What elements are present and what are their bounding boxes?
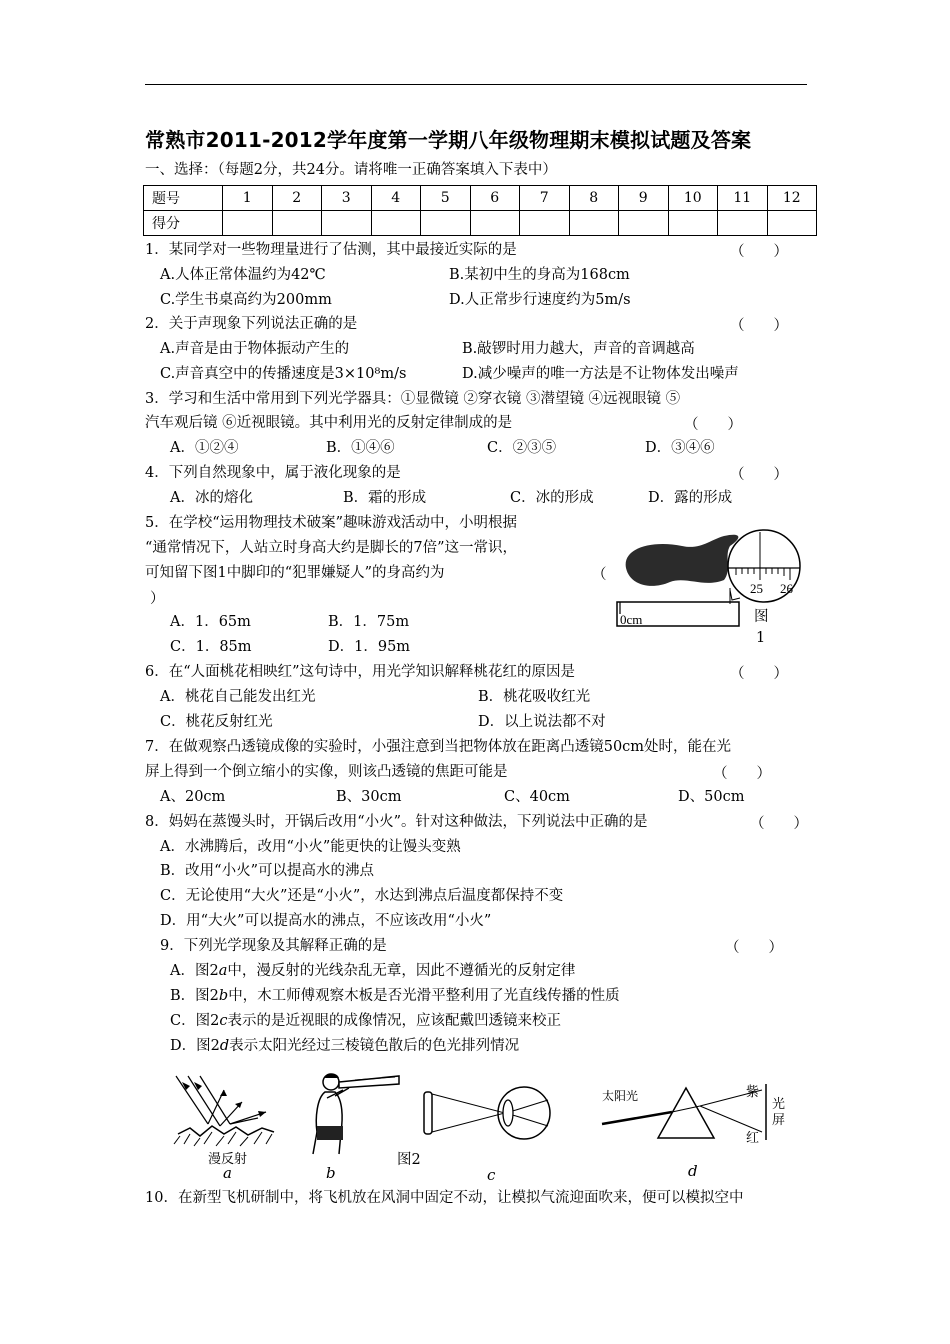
question-7-option-a: A、20cm <box>160 789 226 805</box>
question-7-line-1: 7．在做观察凸透镜成像的实验时，小强注意到当把物体放在距离凸透镜50cm处时，能在光 <box>145 739 732 755</box>
figure-1-label-part2: 1 <box>756 630 766 646</box>
question-1-option-d: D.人正常步行速度约为5m/s <box>449 292 631 308</box>
table-cell: 5 <box>421 186 471 211</box>
answer-table <box>143 185 817 236</box>
question-5-paren-close: ） <box>150 591 165 607</box>
figure-1-footprint <box>612 518 812 650</box>
question-10-line-1: 10．在新型飞机研制中，将飞机放在风洞中固定不动，让模拟气流迎面吹来，便可以模拟空中 <box>145 1190 744 1206</box>
score-cell[interactable] <box>569 211 619 236</box>
question-6-option-b: B．桃花吸收红光 <box>478 689 591 705</box>
question-2-answer-blank[interactable]: （ ） <box>730 318 788 334</box>
question-5-option-b: B．1．75m <box>328 614 410 630</box>
question-9-option-a: A．图2a中，漫反射的光线杂乱无章，因此不遵循光的反射定律 <box>170 963 576 979</box>
question-8-answer-blank[interactable]: （ ） <box>750 816 808 832</box>
question-7-answer-blank[interactable]: （ ） <box>713 766 771 782</box>
screen-label-1: 光 <box>772 1097 786 1112</box>
question-7-option-d: D、50cm <box>678 789 745 805</box>
figure-2a-label: a <box>223 1164 232 1182</box>
figure-2a-diffuse-reflection <box>170 1072 280 1148</box>
question-8-option-b: B．改用“小火”可以提高水的沸点 <box>160 863 374 879</box>
question-3-answer-blank[interactable]: （ ） <box>684 417 742 433</box>
question-8-option-d: D．用“大火”可以提高水的沸点，不应该改用“小火” <box>160 913 492 929</box>
question-1-option-a: A.人体正常体温约为42℃ <box>160 267 326 283</box>
question-4-option-a: A．冰的熔化 <box>170 490 253 506</box>
table-cell: 12 <box>767 186 817 211</box>
question-4-stem: 4．下列自然现象中，属于液化现象的是 <box>145 465 401 481</box>
question-3-option-d: D．③④⑥ <box>645 440 715 456</box>
table-cell: 10 <box>668 186 718 211</box>
question-5-option-a: A．1．65m <box>170 614 251 630</box>
table-cell: 11 <box>718 186 768 211</box>
question-8-stem: 8．妈妈在蒸馒头时，开锅后改用“小火”。针对这种做法，下列说法中正确的是 <box>145 814 648 830</box>
score-cell[interactable] <box>421 211 471 236</box>
question-7-option-c: C、40cm <box>504 789 570 805</box>
ruler-25-label: 25 <box>750 581 763 596</box>
question-6-option-d: D．以上说法都不对 <box>478 714 606 730</box>
header-rule <box>145 84 807 85</box>
table-cell: 4 <box>371 186 421 211</box>
figure-2-caption: 图2 <box>397 1152 421 1168</box>
question-9-option-d: D．图2d表示太阳光经过三棱镜色散后的色光排列情况 <box>170 1038 520 1054</box>
score-cell[interactable] <box>668 211 718 236</box>
question-1-option-c: C.学生书桌高约为200mm <box>160 292 332 308</box>
page-title: 常熟市2011-2012学年度第一学期八年级物理期末模拟试题及答案 <box>145 128 752 152</box>
question-5-paren-open[interactable]: （ <box>592 567 607 583</box>
figure-2c-eye <box>420 1082 570 1144</box>
question-8-option-c: C．无论使用“大火”还是“小火”，水达到沸点后温度都保持不变 <box>160 888 564 904</box>
red-label: 红 <box>746 1131 760 1146</box>
ruler-zero-label: 0cm <box>620 612 643 627</box>
table-header-cell: 得分 <box>144 211 223 236</box>
section-heading: 一、选择：（每题2分，共24分。请将唯一正确答案填入下表中） <box>145 162 557 178</box>
question-5-option-c: C．1．85m <box>170 639 252 655</box>
score-cell[interactable] <box>371 211 421 236</box>
figure-1-label-part1: 图 <box>754 609 769 625</box>
question-4-option-c: C．冰的形成 <box>510 490 594 506</box>
question-9-stem: 9．下列光学现象及其解释正确的是 <box>160 938 387 954</box>
table-cell: 6 <box>470 186 520 211</box>
purple-label: 紫 <box>746 1085 760 1100</box>
score-cell[interactable] <box>718 211 768 236</box>
question-9-answer-blank[interactable]: （ ） <box>725 940 783 956</box>
question-6-option-a: A．桃花自己能发出红光 <box>160 689 316 705</box>
question-5-line-2: “通常情况下，人站立时身高大约是脚长的7倍”这一常识， <box>145 540 518 556</box>
question-2-option-d: D.减少噪声的唯一方法是不让物体发出噪声 <box>462 366 739 382</box>
question-9-option-c: C．图2c表示的是近视眼的成像情况，应该配戴凹透镜来校正 <box>170 1013 561 1029</box>
figure-2b-carpenter <box>295 1068 405 1158</box>
question-6-option-c: C．桃花反射红光 <box>160 714 273 730</box>
table-cell: 1 <box>223 186 273 211</box>
question-9-option-b: B．图2b中，木工师傅观察木板是否光滑平整利用了光直线传播的性质 <box>170 988 620 1004</box>
ruler-26-label: 26 <box>780 581 793 596</box>
table-row-scores <box>144 211 817 236</box>
score-cell[interactable] <box>470 211 520 236</box>
question-1-stem: 1．某同学对一些物理量进行了估测，其中最接近实际的是 <box>145 242 517 258</box>
question-2-option-c: C.声音真空中的传播速度是3×10⁸m/s <box>160 366 407 382</box>
table-cell: 7 <box>520 186 570 211</box>
table-row-numbers <box>144 186 817 211</box>
score-cell[interactable] <box>223 211 273 236</box>
question-5-line-1: 5．在学校“运用物理技术破案”趣味游戏活动中，小明根据 <box>145 515 518 531</box>
table-header-cell: 题号 <box>144 186 223 211</box>
question-3-line-2: 汽车观后镜 ⑥近视眼镜。其中利用光的反射定律制成的是 <box>145 415 513 431</box>
question-7-option-b: B、30cm <box>336 789 402 805</box>
question-2-stem: 2．关于声现象下列说法正确的是 <box>145 316 358 332</box>
table-cell: 3 <box>322 186 372 211</box>
table-cell: 9 <box>619 186 669 211</box>
question-5-option-d: D．1．95m <box>328 639 411 655</box>
question-8-option-a: A．水沸腾后，改用“小火”能更快的让馒头变熟 <box>160 839 461 855</box>
score-cell[interactable] <box>619 211 669 236</box>
table-cell: 8 <box>569 186 619 211</box>
question-2-option-b: B.敲锣时用力越大，声音的音调越高 <box>462 341 695 357</box>
table-cell: 2 <box>272 186 322 211</box>
score-cell[interactable] <box>520 211 570 236</box>
question-5-line-3: 可知留下图1中脚印的“犯罪嫌疑人”的身高约为 <box>145 565 445 581</box>
figure-2d-prism <box>600 1076 796 1156</box>
question-7-line-2: 屏上得到一个倒立缩小的实像，则该凸透镜的焦距可能是 <box>145 764 508 780</box>
question-3-option-c: C．②③⑤ <box>487 440 557 456</box>
question-1-answer-blank[interactable]: （ ） <box>730 244 788 260</box>
question-4-option-b: B．霜的形成 <box>343 490 427 506</box>
question-6-answer-blank[interactable]: （ ） <box>730 666 788 682</box>
question-4-option-d: D．露的形成 <box>648 490 733 506</box>
question-3-line-1: 3．学习和生活中常用到下列光学器具：①显微镜 ②穿衣镜 ③潜望镜 ④远视眼镜 ⑤ <box>145 391 681 407</box>
figure-2d-label: d <box>688 1162 698 1180</box>
figure-2b-label: b <box>326 1164 336 1182</box>
figure-2a-caption: 漫反射 <box>208 1152 248 1167</box>
question-2-option-a: A.声音是由于物体振动产生的 <box>160 341 350 357</box>
score-cell[interactable] <box>767 211 817 236</box>
figure-2c-label: c <box>487 1166 496 1184</box>
screen-label-2: 屏 <box>772 1113 786 1128</box>
question-1-option-b: B.某初中生的身高为168cm <box>449 267 630 283</box>
score-cell[interactable] <box>322 211 372 236</box>
question-4-answer-blank[interactable]: （ ） <box>730 467 788 483</box>
question-3-option-b: B．①④⑥ <box>326 440 395 456</box>
sunlight-label: 太阳光 <box>602 1089 639 1103</box>
question-3-option-a: A．①②④ <box>170 440 239 456</box>
score-cell[interactable] <box>272 211 322 236</box>
question-6-stem: 6．在“人面桃花相映红”这句诗中，用光学知识解释桃花红的原因是 <box>145 664 576 680</box>
